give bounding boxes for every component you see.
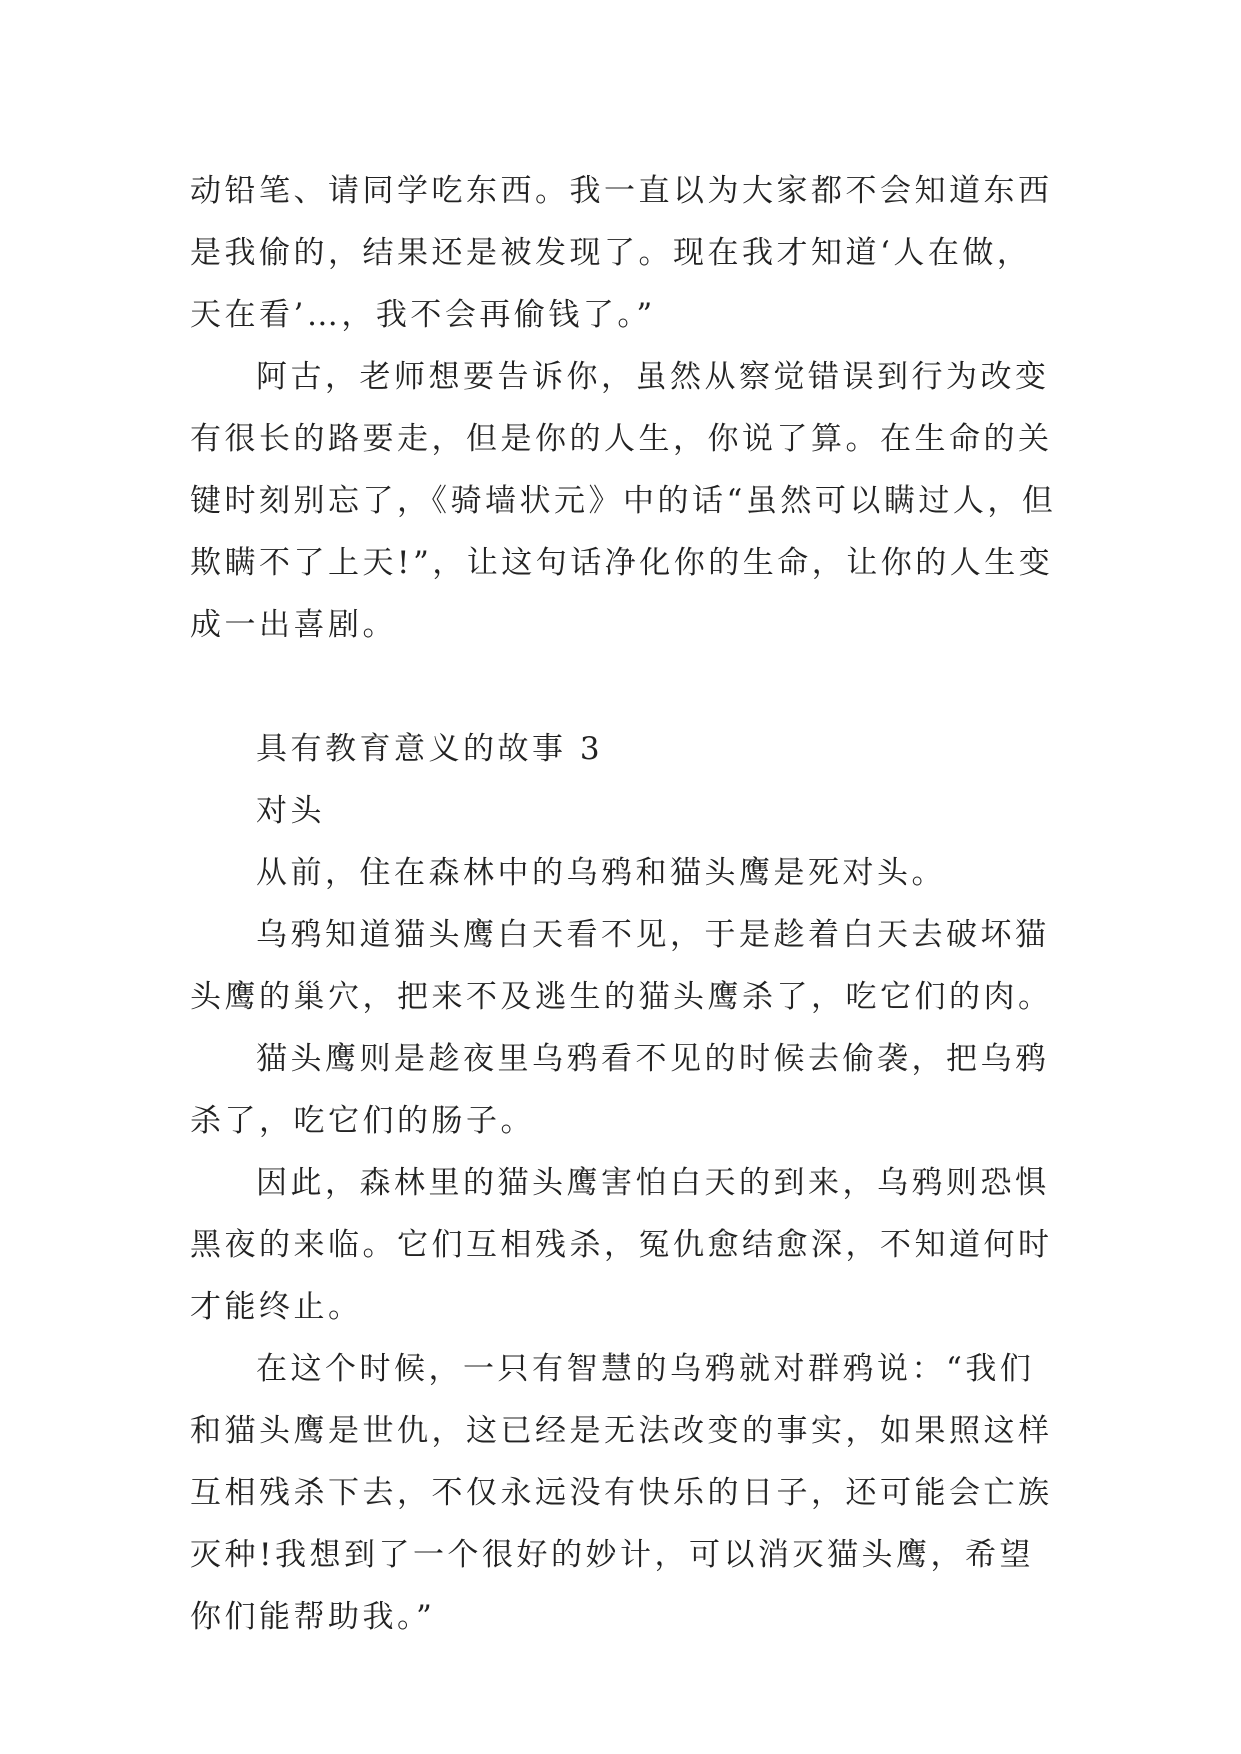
- paragraph-story-4: 因此，森林里的猫头鹰害怕白天的到来，乌鸦则恐惧黑夜的来临。它们互相残杀，冤仇愈结愈深，不知道何时才能终止。: [190, 1165, 1053, 1325]
- paragraph-story-3: 猫头鹰则是趁夜里乌鸦看不见的时候去偷袭，把乌鸦杀了，吃它们的肠子。: [190, 1041, 1050, 1139]
- paragraph-story-2: 乌鸦知道猫头鹰白天看不见，于是趁着白天去破坏猫头鹰的巢穴，把来不及逃生的猫头鹰杀了，吃它们的肉。: [190, 917, 1053, 1015]
- paragraph-continuation: 动铅笔、请同学吃东西。我一直以为大家都不会知道东西是我偷的，结果还是被发现了。现在我才知道‘人在做，天在看’…，我不会再偷钱了。”: [190, 173, 1053, 333]
- paragraph-story-5: 在这个时候，一只有智慧的乌鸦就对群鸦说：“我们和猫头鹰是世仇，这已经是无法改变的事实，如果照这样互相残杀下去，不仅永远没有快乐的日子，还可能会亡族灭种!我想到了一个很好的妙计，可以消灭猫头鹰，希望你们能帮助我。”: [190, 1351, 1053, 1635]
- paragraph-teacher-advice: 阿古，老师想要告诉你，虽然从察觉错误到行为改变有很长的路要走，但是你的人生，你说了算。在生命的关键时刻别忘了，《骑墙状元》中的话“虽然可以瞒过人，但欺瞒不了上天!”，让这句话净化你的生命，让你的人生变成一出喜剧。: [190, 359, 1057, 643]
- section-title: 具有教育意义的故事 3: [256, 731, 604, 767]
- paragraph-story-1: 从前，住在森林中的乌鸦和猫头鹰是死对头。: [256, 855, 946, 891]
- document-body: [190, 160, 1060, 1648]
- story-title: 对头: [256, 793, 325, 829]
